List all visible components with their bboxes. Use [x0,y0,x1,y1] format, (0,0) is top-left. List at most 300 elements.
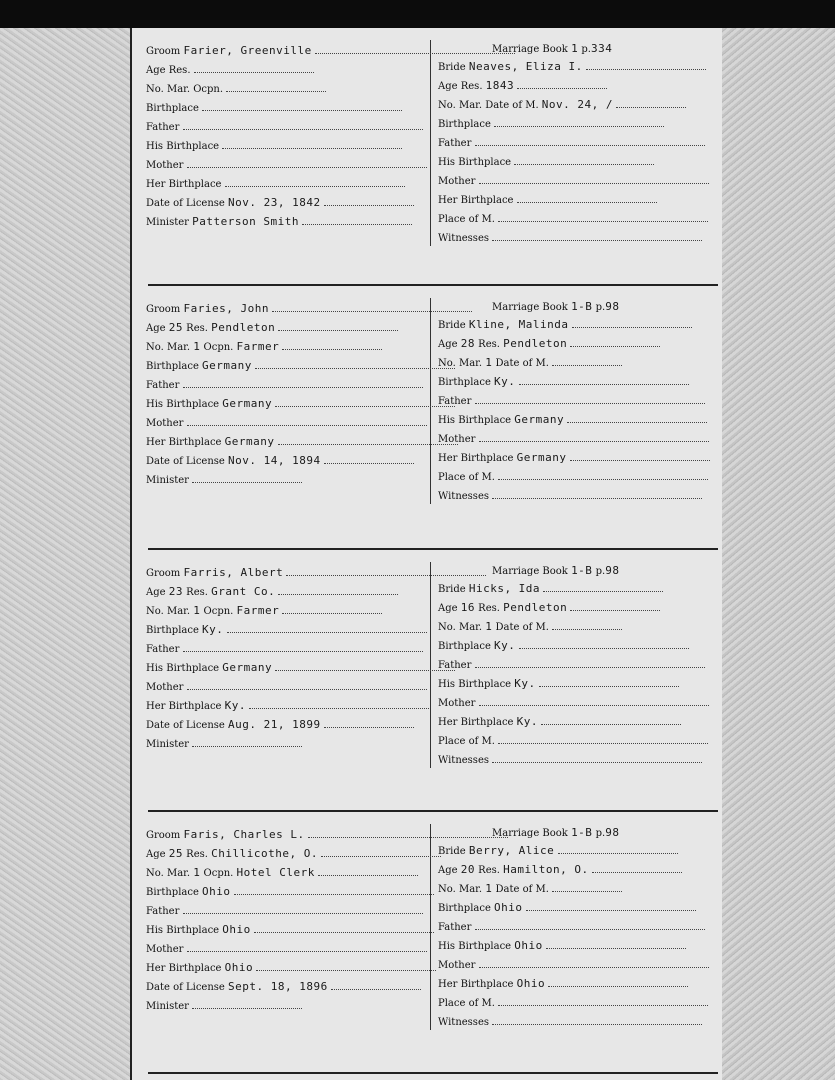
place-of-m-label: Place of M. [438,998,499,1009]
groom-res: Pendleton [211,321,276,334]
groom-row [146,215,412,229]
scan-left-margin [0,28,130,1080]
ocpn-label: Ocpn. [193,84,227,95]
res-label: Res. [168,65,194,76]
bride-row [438,920,705,934]
mother-label: Mother [438,960,479,971]
groom-row [146,904,423,918]
groom-no-mar: 1 [193,604,201,617]
res-label: Res. [460,81,486,92]
date-of-m-label: Date of M. [495,622,553,633]
father-label: Father [438,660,475,671]
fill-line [475,920,705,930]
fill-line [192,737,302,747]
mother-label: Mother [438,698,479,709]
groom-no-mar: 1 [193,866,201,879]
date-of-license-label: Date of License [146,982,229,993]
fill-line [254,923,434,933]
fill-line [475,136,705,146]
res-label: Res. [478,865,504,876]
groom-row [146,623,427,637]
groom-row [146,82,326,96]
marriage-book-page: 98 [605,826,620,839]
age-label: Age [146,587,169,598]
groom-date-of-license: Sept. 18, 1896 [228,980,328,993]
marriage-book-ref [492,300,619,313]
marriage-book-label: Marriage Book [492,566,572,577]
fill-line [187,680,427,690]
fill-line [519,639,689,649]
place-of-m-label: Place of M. [438,472,499,483]
fill-line [226,82,326,92]
his-birthplace-label: His Birthplace [438,157,515,168]
fill-line [517,79,607,89]
bride-date-of-m: Nov. 24, / [541,98,614,111]
fill-line [519,375,689,385]
page-label: p. [592,302,606,313]
bride-row [438,231,702,245]
bride-row [438,318,692,332]
fill-line [234,885,434,895]
groom-ocpn: Hotel Clerk [236,866,315,879]
age-label: Age [438,339,461,350]
groom-row [146,566,486,580]
fill-line [498,734,708,744]
bride-row [438,863,682,877]
age-label: Age [438,603,461,614]
groom-res: Chillicothe, O. [211,847,318,860]
res-label: Res. [478,603,504,614]
fill-line [272,302,472,312]
fill-line [183,378,423,388]
date-of-license-label: Date of License [146,198,229,209]
bride-label: Bride [438,62,469,73]
minister-label: Minister [146,217,193,228]
fill-line [546,939,686,949]
fill-line [492,753,702,763]
his-birthplace-label: His Birthplace [146,925,223,936]
his-birthplace-label: His Birthplace [146,399,223,410]
groom-row [146,866,418,880]
fill-line [514,155,654,165]
fill-line [479,958,709,968]
groom-row [146,999,302,1013]
bride-row [438,136,705,150]
bride-row [438,155,654,169]
minister-label: Minister [146,475,193,486]
birthplace-label: Birthplace [146,103,203,114]
birthplace-label: Birthplace [438,377,495,388]
fill-line [324,718,414,728]
groom-label: Groom [146,568,184,579]
bride-row [438,996,708,1010]
groom-row [146,340,382,354]
groom-name: Faris, Charles L. [183,828,305,841]
bride-row [438,734,708,748]
groom-row [146,923,434,937]
fill-line [552,620,622,630]
marriage-book-page: 98 [605,564,620,577]
groom-row [146,737,302,751]
ocpn-label: Ocpn. [203,342,237,353]
groom-row [146,661,455,675]
his-birthplace-label: His Birthplace [438,415,515,426]
fill-line [282,340,382,350]
groom-row [146,435,458,449]
bride-label: Bride [438,584,469,595]
date-of-m-label: Date of M. [495,884,553,895]
groom-birthplace: Germany [202,359,252,372]
groom-ocpn: Farmer [236,604,280,617]
groom-row [146,847,441,861]
birthplace-label: Birthplace [438,119,495,130]
age-label: Age [146,323,169,334]
bride-no-mar: 1 [485,620,493,633]
fill-line [570,451,710,461]
fill-line [302,215,412,225]
bride-row [438,174,709,188]
bride-label: Bride [438,846,469,857]
fill-line [187,416,427,426]
fill-line [498,996,708,1006]
fill-line [255,359,455,369]
bride-name: Kline, Malinda [468,318,569,331]
no-mar-label: No. Mar. [438,884,486,895]
bride-row [438,375,689,389]
bride-his-birthplace: Ky. [514,677,536,690]
fill-line [278,585,398,595]
bride-age: 28 [460,337,475,350]
bride-row [438,715,681,729]
groom-date-of-license: Aug. 21, 1899 [228,718,321,731]
bride-age: 20 [460,863,475,876]
groom-birthplace: Ohio [202,885,231,898]
marriage-book-ref [492,564,619,577]
fill-line [192,999,302,1009]
bride-row [438,844,678,858]
bride-row [438,958,709,972]
ocpn-label: Ocpn. [203,868,237,879]
bride-row [438,79,607,93]
record-divider [148,1072,718,1074]
bride-name: Neaves, Eliza I. [468,60,583,73]
scan-right-margin [720,28,835,1080]
groom-row [146,416,427,430]
mother-label: Mother [146,418,187,429]
groom-date-of-license: Nov. 14, 1894 [228,454,321,467]
groom-name: Faries, John [183,302,269,315]
bride-row [438,696,709,710]
fill-line [308,828,508,838]
groom-date-of-license: Nov. 23, 1842 [228,196,321,209]
birthplace-label: Birthplace [146,887,203,898]
mother-label: Mother [146,160,187,171]
bride-row [438,337,660,351]
fill-line [552,356,622,366]
groom-row [146,158,427,172]
fill-line [286,566,486,576]
groom-row [146,961,436,975]
bride-label: Bride [438,320,469,331]
bride-age: 16 [460,601,475,614]
fill-line [192,473,302,483]
groom-row [146,680,427,694]
marriage-book-label: Marriage Book [492,44,572,55]
her-birthplace-label: Her Birthplace [438,195,517,206]
record-divider [148,284,718,286]
father-label: Father [438,396,475,407]
bride-birthplace: Ky. [494,375,516,388]
groom-row [146,585,398,599]
date-of-m-label: Date of M. [485,100,542,111]
bride-row [438,901,696,915]
marriage-book-page: 334 [590,42,613,55]
witnesses-label: Witnesses [438,233,493,244]
age-label: Age [438,81,461,92]
marriage-book-page: 98 [605,300,620,313]
his-birthplace-label: His Birthplace [438,679,515,690]
bride-name: Hicks, Ida [468,582,541,595]
fill-line [278,321,398,331]
bride-res: Pendleton [503,601,568,614]
bride-row [438,601,660,615]
marriage-book-number: 1 [571,42,579,55]
fill-line [187,942,427,952]
fill-line [225,177,405,187]
birthplace-label: Birthplace [438,903,495,914]
record-divider [148,548,718,550]
fill-line [517,193,657,203]
her-birthplace-label: Her Birthplace [146,701,225,712]
marriage-book-ref [492,826,619,839]
witnesses-label: Witnesses [438,1017,493,1028]
groom-row [146,718,414,732]
groom-name: Farier, Greenville [183,44,312,57]
bride-row [438,639,689,653]
groom-res: Grant Co. [211,585,276,598]
bride-row [438,356,622,370]
fill-line [543,582,663,592]
fill-line [494,117,664,127]
mother-label: Mother [438,434,479,445]
groom-row [146,604,382,618]
fill-line [570,601,660,611]
her-birthplace-label: Her Birthplace [146,179,225,190]
groom-his-birthplace: Germany [222,397,273,410]
marriage-book-number: 1-B [571,826,593,839]
place-of-m-label: Place of M. [438,214,499,225]
bride-his-birthplace: Germany [514,413,565,426]
record-divider [148,810,718,812]
fill-line [183,642,423,652]
res-label: Res. [478,339,504,350]
bride-name: Berry, Alice [468,844,555,857]
father-label: Father [438,922,475,933]
bride-his-birthplace: Ohio [514,939,543,952]
fill-line [275,397,455,407]
res-label: Res. [186,587,212,598]
fill-line [194,63,314,73]
groom-her-birthplace: Ohio [224,961,254,974]
groom-label: Groom [146,830,184,841]
bride-row [438,60,706,74]
bride-row [438,489,702,503]
father-label: Father [146,380,183,391]
bride-row [438,212,708,226]
ocpn-label: Ocpn. [203,606,237,617]
groom-row [146,44,515,58]
bride-row [438,1015,702,1029]
fill-line [475,658,705,668]
groom-age: 25 [168,847,183,860]
bride-row [438,977,688,991]
groom-row [146,101,402,115]
date-of-license-label: Date of License [146,456,229,467]
bride-res: Pendleton [503,337,568,350]
bride-row [438,882,622,896]
minister-label: Minister [146,1001,193,1012]
groom-row [146,828,508,842]
fill-line [202,101,402,111]
groom-row [146,642,423,656]
groom-row [146,196,414,210]
bride-row [438,394,705,408]
birthplace-label: Birthplace [438,641,495,652]
groom-row [146,378,423,392]
fill-line [183,904,423,914]
marriage-book-number: 1-B [571,564,593,577]
scan-top-border [0,0,835,28]
fill-line [275,661,455,671]
fill-line [570,337,660,347]
fill-line [331,980,421,990]
fill-line [282,604,382,614]
minister-label: Minister [146,739,193,750]
witnesses-label: Witnesses [438,755,493,766]
bride-row [438,658,705,672]
fill-line [321,847,441,857]
marriage-book-label: Marriage Book [492,828,572,839]
witnesses-label: Witnesses [438,491,493,502]
groom-ocpn: Farmer [236,340,280,353]
birthplace-label: Birthplace [146,625,203,636]
bride-birthplace: Ky. [494,639,516,652]
bride-no-mar: 1 [485,356,493,369]
no-mar-label: No. Mar. [146,84,194,95]
father-label: Father [438,138,475,149]
bride-row [438,470,708,484]
no-mar-label: No. Mar. [146,606,194,617]
page-label: p. [592,828,606,839]
fill-line [249,699,429,709]
mother-label: Mother [146,682,187,693]
groom-age: 25 [168,321,183,334]
bride-res: Hamilton, O. [503,863,589,876]
groom-her-birthplace: Germany [224,435,275,448]
fill-line [256,961,436,971]
bride-row [438,413,707,427]
fill-line [526,901,696,911]
groom-row [146,397,455,411]
fill-line [586,60,706,70]
groom-row [146,980,421,994]
page-label: p. [578,44,591,55]
groom-row [146,139,402,153]
fill-line [616,98,686,108]
her-birthplace-label: Her Birthplace [146,963,225,974]
groom-name: Farris, Albert [183,566,284,579]
groom-row [146,177,405,191]
groom-minister: Patterson Smith [192,215,299,228]
groom-row [146,321,398,335]
groom-row [146,473,302,487]
no-mar-label: No. Mar. [438,622,486,633]
fill-line [315,44,515,54]
groom-label: Groom [146,46,184,57]
fill-line [539,677,679,687]
father-label: Father [146,122,183,133]
fill-line [558,844,678,854]
fill-line [479,174,709,184]
groom-row [146,359,455,373]
fill-line [479,696,709,706]
bride-row [438,939,686,953]
page-label: p. [592,566,606,577]
bride-row [438,753,702,767]
fill-line [592,863,682,873]
res-label: Res. [186,323,212,334]
bride-res: 1843 [485,79,515,92]
father-label: Father [146,644,183,655]
fill-line [548,977,688,987]
fill-line [552,882,622,892]
fill-line [498,470,708,480]
bride-row [438,117,664,131]
her-birthplace-label: Her Birthplace [438,717,517,728]
bride-row [438,582,663,596]
groom-row [146,454,414,468]
bride-her-birthplace: Germany [516,451,567,464]
fill-line [183,120,423,130]
fill-line [479,432,709,442]
groom-his-birthplace: Ohio [222,923,251,936]
bride-row [438,677,679,691]
bride-her-birthplace: Ky. [516,715,539,728]
bride-birthplace: Ohio [494,901,523,914]
fill-line [187,158,427,168]
fill-line [475,394,705,404]
groom-label: Groom [146,304,184,315]
groom-row [146,942,427,956]
fill-line [572,318,692,328]
bride-row [438,98,686,112]
place-of-m-label: Place of M. [438,736,499,747]
her-birthplace-label: Her Birthplace [146,437,225,448]
no-mar-label: No. Mar. [438,100,486,111]
groom-no-mar: 1 [193,340,201,353]
column-divider [430,40,431,246]
age-label: Age [438,865,461,876]
fill-line [318,866,418,876]
date-of-m-label: Date of M. [495,358,553,369]
date-of-license-label: Date of License [146,720,229,731]
groom-age: 23 [168,585,183,598]
age-label: Age [146,65,169,76]
groom-birthplace: Ky. [202,623,224,636]
groom-row [146,885,434,899]
no-mar-label: No. Mar. [146,342,194,353]
fill-line [227,623,427,633]
